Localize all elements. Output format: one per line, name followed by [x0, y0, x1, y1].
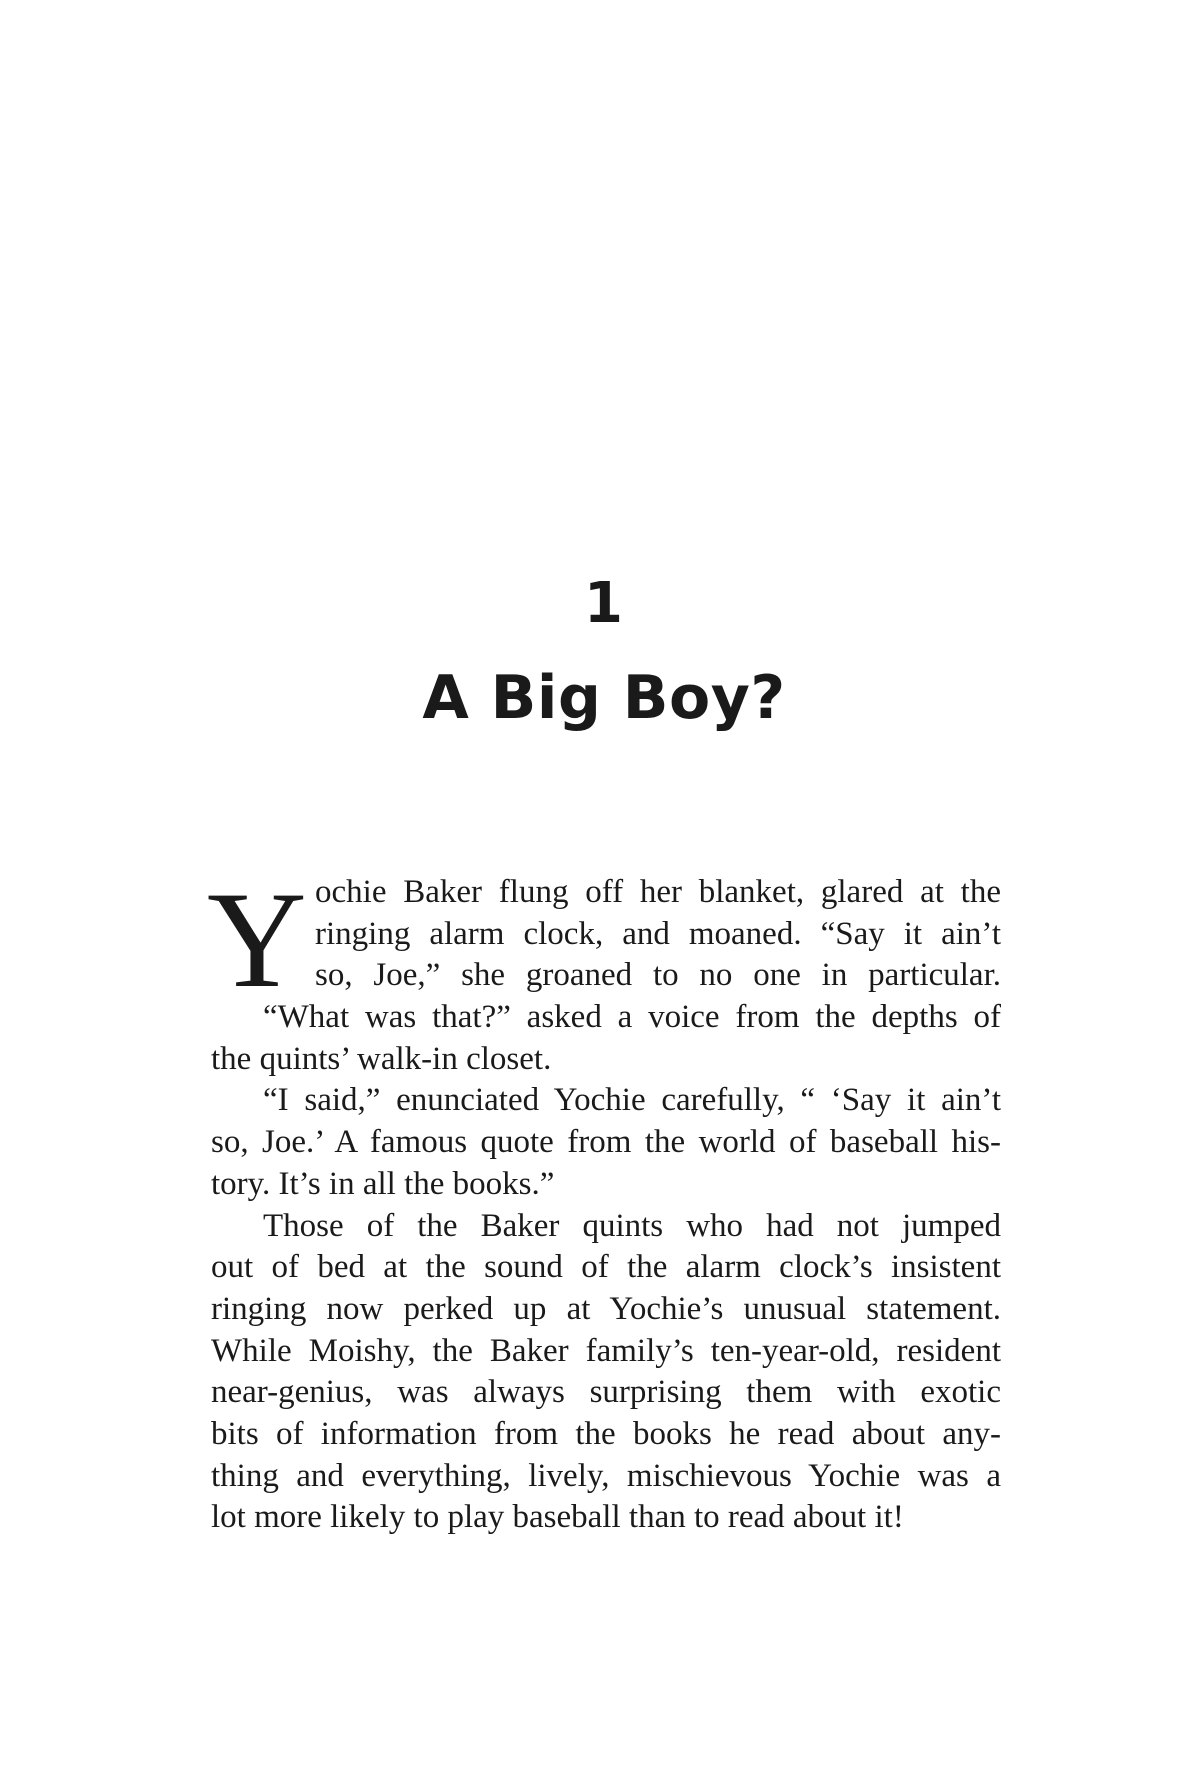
drop-cap: Y — [207, 863, 307, 1016]
text-line: “I said,” enunciated Yochie carefully, “ ‘Say it ain’t — [263, 1082, 1001, 1119]
text-line: Those of the Baker quints who had not jumped — [263, 1207, 1001, 1244]
text-line: the quints’ walk-in closet. — [211, 1040, 552, 1077]
text-line: ochie Baker flung off her blanket, glared at the — [315, 874, 1001, 910]
text-line: tory. It’s in all the books.” — [211, 1165, 555, 1202]
text-line: so, Joe,” she groaned to no one in particular. — [315, 957, 1001, 994]
text-line: “What was that?” asked a voice from the depths of — [263, 999, 1001, 1036]
text-line: near-genius, was always surprising them with exotic — [211, 1374, 1001, 1411]
text-line: so, Joe.’ A famous quote from the world of baseball his- — [211, 1124, 1001, 1161]
text-line: ringing now perked up at Yochie’s unusual statement. — [211, 1290, 1001, 1327]
chapter-title: A Big Boy? — [422, 663, 786, 733]
chapter-body — [207, 863, 1001, 1539]
chapter-number: 1 — [584, 571, 624, 636]
text-line: ringing alarm clock, and moaned. “Say it ain’t — [315, 915, 1001, 952]
text-line: thing and everything, lively, mischievous Yochie was a — [211, 1457, 1001, 1494]
text-line: bits of information from the books he read about any- — [211, 1415, 1001, 1452]
text-line: While Moishy, the Baker family’s ten-year-old, resident — [211, 1332, 1001, 1369]
text-line: out of bed at the sound of the alarm clock’s insistent — [211, 1249, 1001, 1286]
text-line: lot more likely to play baseball than to read about it! — [211, 1499, 904, 1536]
